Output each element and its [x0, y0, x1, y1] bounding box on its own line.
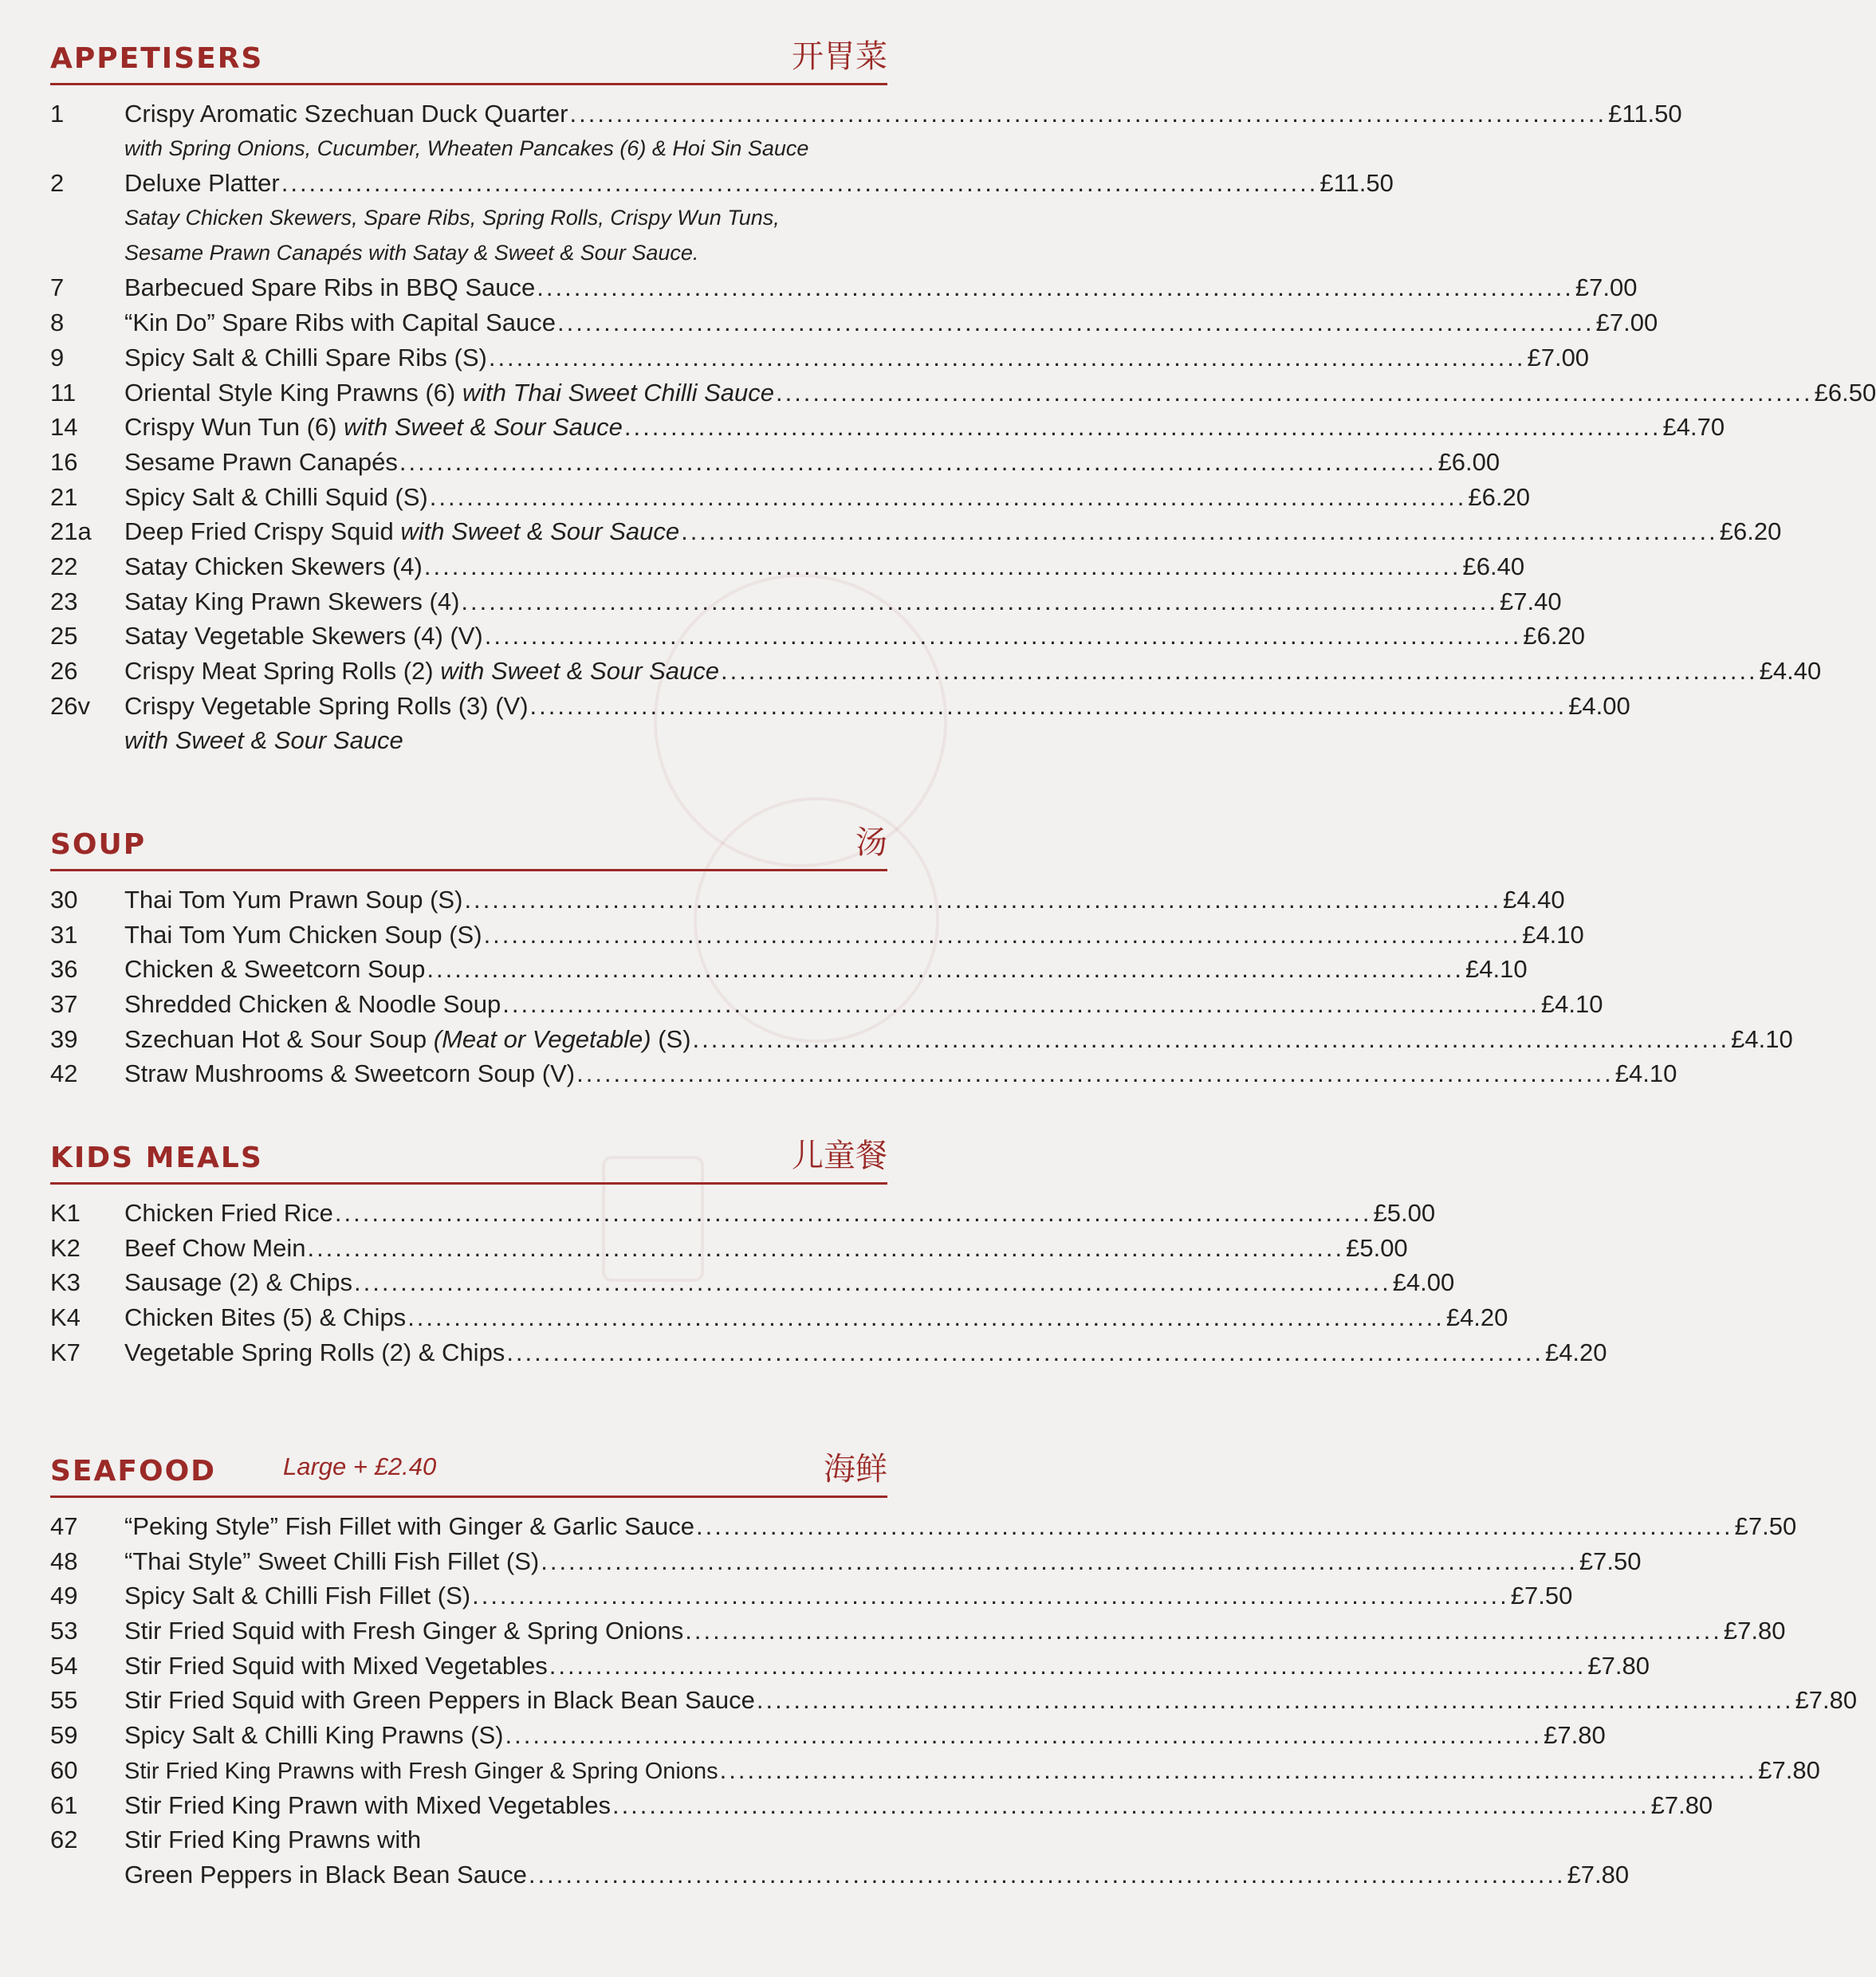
- item-name-text: Crispy Wun Tun (6): [124, 413, 337, 442]
- item-price: £6.20: [1468, 482, 1530, 511]
- menu-item: [50, 166, 1394, 201]
- leader-dots: ................................................................................................................: [488, 343, 1526, 371]
- item-name: Straw Mushrooms & Sweetcorn Soup (V): [124, 1059, 576, 1088]
- item-number: 26: [50, 657, 78, 685]
- item-number: 25: [50, 622, 78, 650]
- item-price: £6.20: [1719, 517, 1782, 546]
- leader-dots: ................................................................................................................: [528, 1860, 1566, 1889]
- item-name: Crispy Aromatic Szechuan Duck Quarter: [124, 100, 568, 128]
- menu-item: [50, 1683, 1858, 1718]
- item-number: 21: [50, 482, 78, 511]
- menu-item: [50, 1613, 1786, 1649]
- item-number: 62: [50, 1826, 78, 1854]
- section-seafood: [50, 1446, 1858, 1892]
- item-price: £4.10: [1522, 920, 1584, 949]
- menu-item: [50, 1578, 1573, 1613]
- menu-item: [50, 1753, 1820, 1788]
- menu-item: [50, 689, 1630, 724]
- item-name: [124, 375, 774, 411]
- item-name: Stir Fried King Prawns with: [124, 1826, 422, 1854]
- item-description: Satay Chicken Skewers, Spare Ribs, Spring Rolls, Crispy Wun Tuns,: [124, 206, 780, 230]
- section-chinese-title: 海鲜: [824, 1451, 887, 1488]
- leader-dots: ................................................................................................................: [719, 1755, 1757, 1784]
- item-number: K4: [50, 1303, 81, 1332]
- item-description: Sesame Prawn Canapés with Satay & Sweet & Sour Sauce.: [124, 240, 699, 265]
- item-name: Spicy Salt & Chilli Squid (S): [124, 482, 428, 511]
- menu-item: [50, 619, 1585, 654]
- item-name: Crispy Vegetable Spring Rolls (3) (V): [124, 691, 529, 720]
- section-header: [50, 33, 887, 85]
- item-number: 1: [50, 100, 65, 128]
- item-price: £7.50: [1579, 1547, 1642, 1575]
- menu-item-continued: [50, 1857, 1630, 1892]
- item-price: £4.20: [1544, 1338, 1607, 1366]
- item-price: £4.40: [1503, 886, 1565, 914]
- item-name-continued: Green Peppers in Black Bean Sauce: [124, 1860, 527, 1889]
- item-number: 26v: [50, 691, 90, 720]
- leader-dots: ................................................................................................................: [427, 955, 1465, 984]
- leader-dots: ................................................................................................................: [576, 1059, 1614, 1088]
- leader-dots: ................................................................................................................: [549, 1651, 1587, 1680]
- menu-item: [50, 1544, 1642, 1579]
- leader-dots: ................................................................................................................: [756, 1686, 1794, 1715]
- leader-dots: ................................................................................................................: [502, 990, 1540, 1019]
- menu-item: [50, 1649, 1650, 1684]
- item-number: 2: [50, 169, 65, 198]
- item-name: [124, 410, 623, 445]
- item-name: Stir Fried King Prawn with Mixed Vegetables: [124, 1790, 611, 1819]
- item-name: [124, 514, 679, 549]
- item-number: 55: [50, 1686, 78, 1715]
- leader-dots: ................................................................................................................: [612, 1790, 1650, 1819]
- item-name: Shredded Chicken & Noodle Soup: [124, 990, 501, 1019]
- item-number: 23: [50, 587, 78, 615]
- item-number: 22: [50, 552, 78, 580]
- item-number: 39: [50, 1024, 78, 1053]
- item-price: £4.10: [1540, 990, 1603, 1019]
- item-number: 14: [50, 413, 78, 442]
- item-variant: (Meat or Vegetable): [433, 1024, 651, 1053]
- menu-item: [50, 96, 1682, 132]
- item-number: 7: [50, 273, 65, 302]
- menu-item: [50, 514, 1782, 549]
- leader-dots: ................................................................................................................: [281, 169, 1319, 198]
- menu-item: [50, 952, 1528, 987]
- item-price: £7.00: [1575, 273, 1638, 302]
- item-price: £7.80: [1587, 1651, 1650, 1680]
- item-price: £5.00: [1373, 1199, 1436, 1227]
- item-price: £4.70: [1662, 413, 1725, 442]
- leader-dots: ................................................................................................................: [529, 691, 1567, 720]
- menu-item: [50, 1265, 1455, 1300]
- item-name: [124, 1022, 691, 1057]
- section-title: APPETISERS: [50, 42, 264, 75]
- item-price: £7.50: [1734, 1512, 1797, 1540]
- menu-item: [50, 882, 1565, 918]
- leader-dots: ................................................................................................................: [505, 1721, 1543, 1750]
- menu-item: [50, 1056, 1677, 1091]
- section-kids-meals: [50, 1133, 1607, 1370]
- item-number: 49: [50, 1582, 78, 1610]
- item-price: £11.50: [1608, 100, 1682, 128]
- item-name: Spicy Salt & Chilli King Prawns (S): [124, 1721, 504, 1750]
- leader-dots: ................................................................................................................: [681, 517, 1718, 546]
- menu-item: [50, 584, 1562, 619]
- item-list: [50, 85, 1876, 758]
- item-name: Chicken Fried Rice: [124, 1199, 333, 1227]
- item-price: £11.50: [1319, 169, 1394, 198]
- item-name: Thai Tom Yum Prawn Soup (S): [124, 886, 463, 914]
- leader-dots: ................................................................................................................: [685, 1617, 1722, 1645]
- item-accompaniment: with Sweet & Sour Sauce: [400, 517, 680, 546]
- item-name: Sausage (2) & Chips: [124, 1268, 353, 1297]
- item-price: £4.10: [1614, 1059, 1677, 1088]
- item-list: [50, 871, 1793, 1091]
- section-size-note: Large + £2.40: [283, 1452, 437, 1480]
- leader-dots: ................................................................................................................: [461, 587, 1499, 615]
- item-number: K3: [50, 1268, 81, 1297]
- leader-dots: ................................................................................................................: [537, 273, 1574, 302]
- menu-item: [50, 1788, 1713, 1823]
- leader-dots: ................................................................................................................: [399, 447, 1437, 476]
- item-number: 30: [50, 886, 78, 914]
- item-number: 54: [50, 1651, 78, 1680]
- leader-dots: ................................................................................................................: [483, 920, 1521, 949]
- item-price: £6.20: [1523, 622, 1585, 650]
- leader-dots: ................................................................................................................: [775, 378, 1813, 407]
- item-number: 47: [50, 1512, 78, 1540]
- leader-dots: ................................................................................................................: [484, 622, 1522, 650]
- item-number: 21a: [50, 517, 92, 546]
- menu-item: [50, 987, 1603, 1022]
- menu-item: [50, 480, 1530, 515]
- item-accompaniment: with Sweet & Sour Sauce: [440, 657, 720, 685]
- item-name: Beef Chow Mein: [124, 1233, 306, 1262]
- item-name-text: Deep Fried Crispy Squid: [124, 517, 394, 546]
- item-price: £7.80: [1567, 1860, 1630, 1889]
- menu-item: [50, 549, 1525, 584]
- section-header: [50, 1133, 887, 1185]
- menu-item: [50, 340, 1590, 375]
- item-name: Satay Chicken Skewers (4): [124, 552, 423, 580]
- leader-dots: ................................................................................................................: [407, 1303, 1445, 1332]
- item-name: Satay King Prawn Skewers (4): [124, 587, 460, 615]
- section-header: [50, 819, 887, 871]
- item-number: 61: [50, 1790, 78, 1819]
- item-price: £4.00: [1568, 691, 1630, 720]
- leader-dots: ................................................................................................................: [354, 1268, 1391, 1297]
- menu-item: [50, 1718, 1606, 1753]
- item-name: Chicken & Sweetcorn Soup: [124, 955, 426, 984]
- item-price: £6.50: [1814, 378, 1876, 407]
- item-number: 36: [50, 955, 78, 984]
- item-number: 60: [50, 1755, 78, 1784]
- item-name: “Thai Style” Sweet Chilli Fish Fillet (S): [124, 1547, 540, 1575]
- item-price: £4.40: [1759, 657, 1822, 685]
- menu-item: [50, 1509, 1797, 1544]
- section-title: SOUP: [50, 828, 147, 861]
- item-name: Spicy Salt & Chilli Spare Ribs (S): [124, 343, 487, 371]
- menu-item: [50, 375, 1876, 411]
- item-price: £7.50: [1510, 1582, 1573, 1610]
- item-number: K7: [50, 1338, 81, 1366]
- item-name: Thai Tom Yum Chicken Soup (S): [124, 920, 482, 949]
- menu-item: [50, 1196, 1436, 1231]
- item-number: 48: [50, 1547, 78, 1575]
- section-title: KIDS MEALS: [50, 1142, 263, 1174]
- leader-dots: ................................................................................................................: [569, 100, 1607, 128]
- leader-dots: ................................................................................................................: [721, 657, 1758, 685]
- item-number: 11: [50, 378, 77, 407]
- menu-item: [50, 1022, 1793, 1057]
- leader-dots: ................................................................................................................: [429, 482, 1467, 511]
- item-number: K1: [50, 1199, 81, 1227]
- item-number: 42: [50, 1059, 78, 1088]
- item-price: £7.80: [1795, 1686, 1858, 1715]
- section-title: SEAFOOD: [50, 1455, 217, 1488]
- item-price: £6.00: [1437, 447, 1500, 476]
- item-suffix: (S): [651, 1024, 691, 1053]
- item-price: £7.80: [1723, 1617, 1786, 1645]
- menu-item: [50, 918, 1584, 953]
- item-price: £7.80: [1758, 1755, 1820, 1784]
- item-name: Chicken Bites (5) & Chips: [124, 1303, 407, 1332]
- leader-dots: ................................................................................................................: [423, 552, 1461, 580]
- item-number: 8: [50, 309, 65, 337]
- item-accompaniment: with Thai Sweet Chilli Sauce: [462, 378, 774, 407]
- leader-dots: ................................................................................................................: [695, 1512, 1733, 1540]
- item-number: 16: [50, 447, 78, 476]
- leader-dots: ................................................................................................................: [506, 1338, 1544, 1366]
- item-name: Stir Fried Squid with Green Peppers in Black Bean Sauce: [124, 1686, 755, 1715]
- item-price: £6.40: [1462, 552, 1525, 580]
- menu-item: [50, 1335, 1607, 1370]
- menu-item: [50, 654, 1822, 689]
- menu-item: [50, 270, 1638, 305]
- item-price: £7.80: [1650, 1790, 1713, 1819]
- menu-item: [50, 410, 1725, 445]
- section-chinese-title: 汤: [855, 824, 887, 861]
- item-name: Sesame Prawn Canapés: [124, 447, 398, 476]
- leader-dots: ................................................................................................................: [307, 1233, 1345, 1262]
- menu-item: [50, 1231, 1408, 1266]
- item-name: Vegetable Spring Rolls (2) & Chips: [124, 1338, 505, 1366]
- section-chinese-title: 儿童餐: [792, 1138, 887, 1174]
- item-name: “Kin Do” Spare Ribs with Capital Sauce: [124, 309, 557, 337]
- section-chinese-title: 开胃菜: [792, 38, 887, 75]
- item-price: £4.10: [1731, 1024, 1793, 1053]
- item-list: [50, 1498, 1858, 1892]
- item-number: 59: [50, 1721, 78, 1750]
- item-name-text: Oriental Style King Prawns (6): [124, 378, 456, 407]
- item-name: Satay Vegetable Skewers (4) (V): [124, 622, 483, 650]
- item-price: £7.80: [1544, 1721, 1606, 1750]
- item-price: £7.00: [1527, 343, 1590, 371]
- item-price: £4.10: [1465, 955, 1528, 984]
- item-price: £5.00: [1346, 1233, 1408, 1262]
- item-description: with Spring Onions, Cucumber, Wheaten Pancakes (6) & Hoi Sin Sauce: [124, 136, 809, 160]
- item-accompaniment: with Sweet & Sour Sauce: [344, 413, 623, 442]
- leader-dots: ................................................................................................................: [464, 886, 1502, 914]
- leader-dots: ................................................................................................................: [557, 309, 1595, 337]
- menu-item: [50, 305, 1658, 340]
- item-description: with Sweet & Sour Sauce: [124, 726, 403, 755]
- item-name: Deluxe Platter: [124, 169, 280, 198]
- leader-dots: ................................................................................................................: [334, 1199, 1372, 1227]
- leader-dots: ................................................................................................................: [472, 1582, 1509, 1610]
- item-number: 37: [50, 990, 78, 1019]
- menu-item: [50, 1822, 887, 1857]
- item-name: Spicy Salt & Chilli Fish Fillet (S): [124, 1582, 471, 1610]
- menu-item: [50, 1300, 1508, 1335]
- item-name: “Peking Style” Fish Fillet with Ginger & Garlic Sauce: [124, 1512, 694, 1540]
- item-list: [50, 1185, 1607, 1370]
- section-soup: [50, 819, 1793, 1091]
- item-number: 9: [50, 343, 65, 371]
- item-price: £7.00: [1595, 309, 1658, 337]
- item-number: 31: [50, 920, 78, 949]
- leader-dots: ................................................................................................................: [541, 1547, 1578, 1575]
- item-name: Stir Fried King Prawns with Fresh Ginger & Spring Onions: [124, 1758, 718, 1784]
- item-price: £7.40: [1500, 587, 1562, 615]
- item-name-text: Crispy Meat Spring Rolls (2): [124, 657, 434, 685]
- menu-item: [50, 445, 1500, 480]
- item-name: Stir Fried Squid with Mixed Vegetables: [124, 1651, 548, 1680]
- leader-dots: ................................................................................................................: [623, 413, 1662, 442]
- item-name: [124, 654, 719, 689]
- item-price: £4.20: [1445, 1303, 1508, 1332]
- section-header: [50, 1446, 887, 1498]
- item-name: Stir Fried Squid with Fresh Ginger & Spring Onions: [124, 1617, 684, 1645]
- item-name: Barbecued Spare Ribs in BBQ Sauce: [124, 273, 536, 302]
- item-number: 53: [50, 1617, 78, 1645]
- item-name-text: Szechuan Hot & Sour Soup: [124, 1024, 427, 1053]
- item-number: K2: [50, 1233, 81, 1262]
- section-appetisers: [50, 33, 1876, 758]
- item-price: £4.00: [1392, 1268, 1455, 1297]
- leader-dots: ................................................................................................................: [692, 1024, 1730, 1053]
